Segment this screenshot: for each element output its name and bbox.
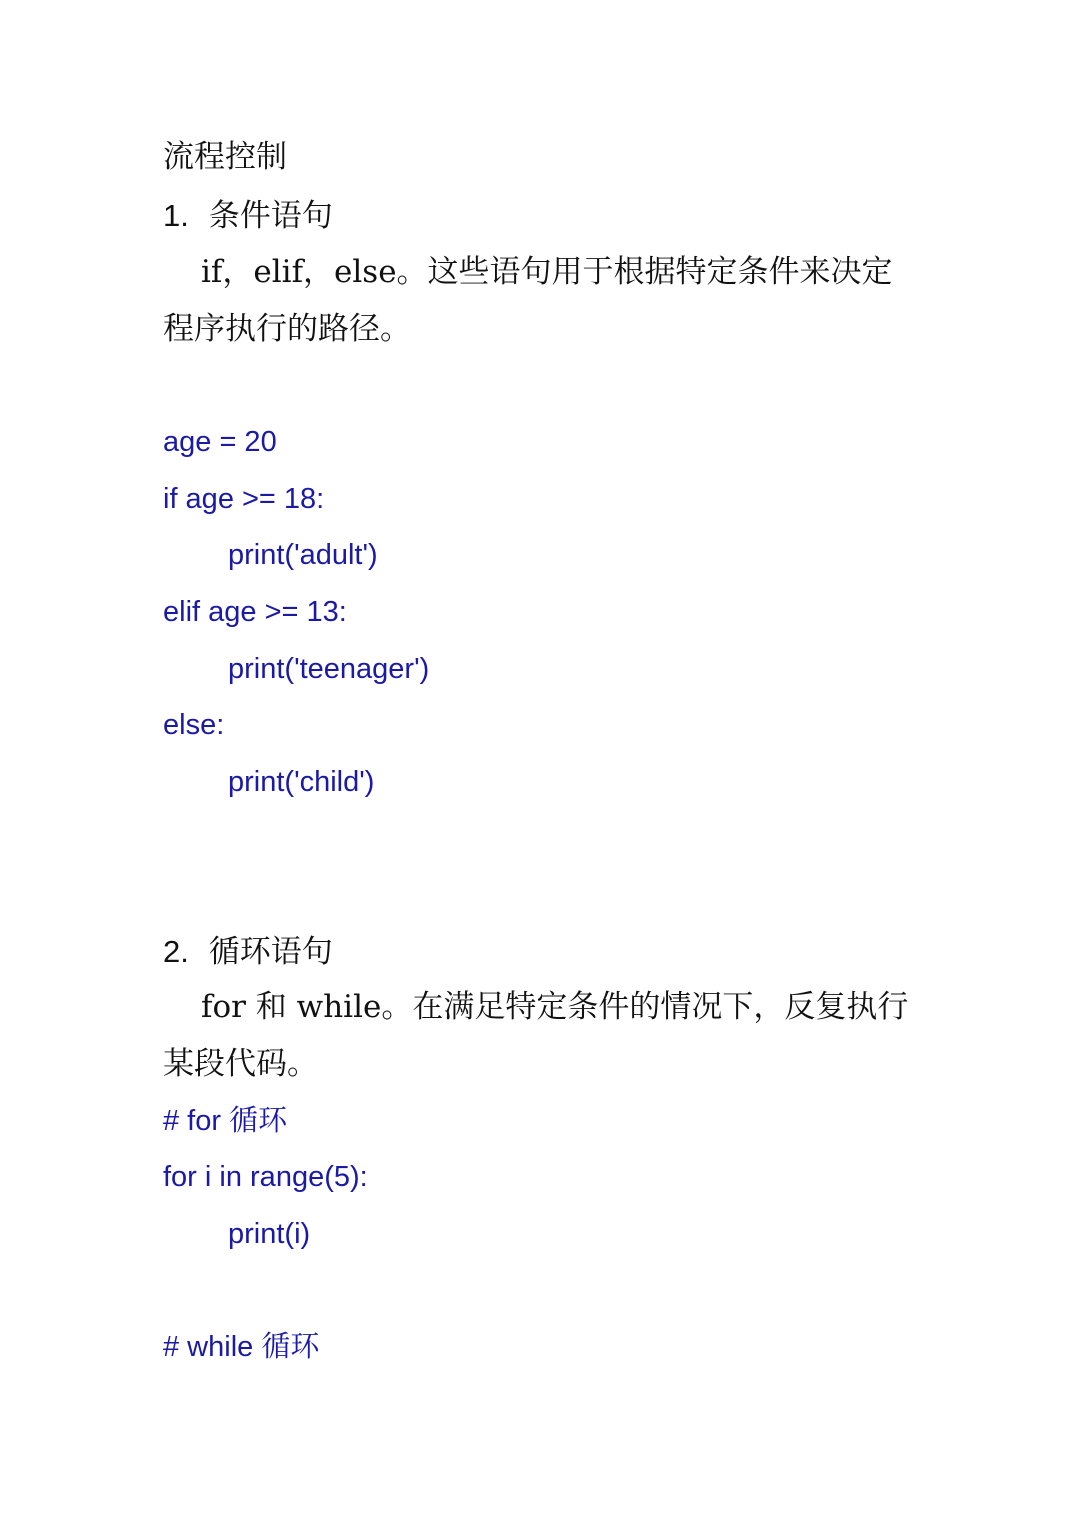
code-line: else: — [163, 709, 225, 741]
section-description-line: 某段代码。 — [163, 1046, 318, 1082]
code-line: elif age >= 13: — [163, 596, 347, 628]
section-title: 循环语句 — [208, 934, 333, 970]
code-line: print('adult') — [228, 539, 378, 571]
code-comment: # for 循环 — [163, 1105, 288, 1137]
section-number: 2. — [163, 934, 189, 969]
code-line: if age >= 18: — [163, 483, 325, 515]
code-line: print('child') — [228, 766, 375, 798]
code-line: age = 20 — [163, 426, 277, 458]
section-description-line: if，elif，else。这些语句用于根据特定条件来决定 — [201, 254, 893, 290]
section-title: 条件语句 — [208, 198, 333, 234]
section-number: 1. — [163, 198, 189, 233]
code-line: print(i) — [228, 1218, 311, 1250]
section-heading — [163, 200, 333, 232]
code-comment: # while 循环 — [163, 1331, 320, 1363]
section-heading — [163, 936, 333, 968]
code-line: for i in range(5): — [163, 1161, 368, 1193]
section-description-line: for 和 while。在满足特定条件的情况下，反复执行 — [201, 989, 909, 1025]
section-description-line: 程序执行的路径。 — [163, 311, 411, 347]
page-title: 流程控制 — [163, 139, 287, 175]
code-line: print('teenager') — [228, 653, 430, 685]
